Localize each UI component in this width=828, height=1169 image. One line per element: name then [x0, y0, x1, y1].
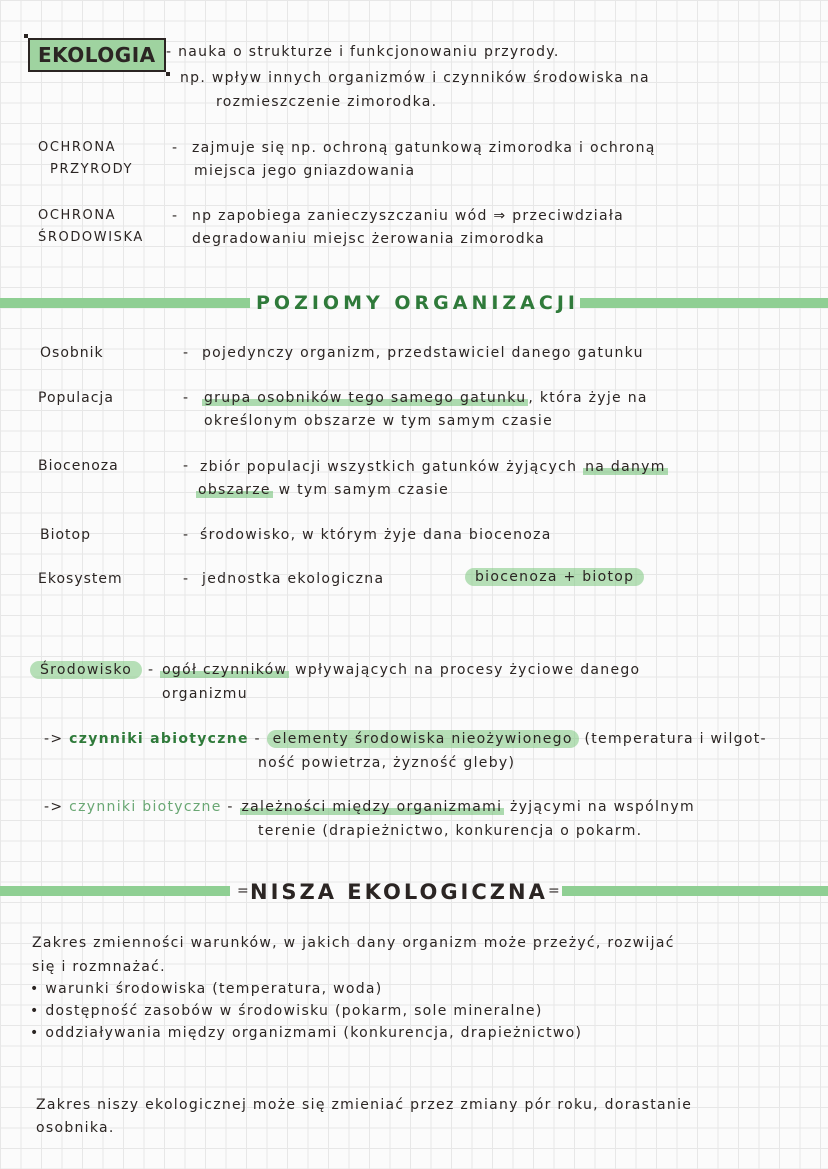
environment-highlight: ogół czynników [162, 662, 288, 678]
term-biocenoza: Biocenoza [38, 458, 119, 474]
ekosystem-formula-wrap [465, 569, 644, 585]
term-populacja: Populacja [38, 390, 114, 406]
ekosystem-definition: jednostka ekologiczna [202, 571, 385, 587]
niche-definition-line2: się i rozmnażać. [32, 959, 166, 975]
env-protection-dash: - [172, 208, 179, 224]
niche-note-line1: Zakres niszy ekologicznej może się zmieniać przez zmiany pór roku, dorastanie [36, 1097, 693, 1113]
biotic-dash: - [227, 799, 234, 815]
biocenoza-def-a: zbiór populacji wszystkich gatunków żyjących [200, 459, 578, 475]
niche-bullet-1-text: warunki środowiska (temperatura, woda) [45, 981, 383, 997]
section-divider-right [580, 298, 828, 308]
niche-heading-dot-right: = [548, 883, 560, 899]
biocenoza-highlight-1: na danym [585, 459, 666, 475]
abiotic-highlight: elementy środowiska nieożywionego [267, 730, 579, 748]
niche-bullet-1 [30, 981, 383, 997]
env-protection-term-line2: ŚRODOWISKA [38, 230, 144, 245]
nature-protection-dash: - [172, 140, 179, 156]
nature-protection-def-line1: zajmuje się np. ochroną gatunkową zimorodka i ochroną [192, 140, 656, 156]
ekosystem-dash: - [183, 571, 190, 587]
biotic-def-line2: terenie (drapieżnictwo, konkurencja o pokarm. [258, 823, 643, 839]
niche-definition-line1: Zakres zmienności warunków, w jakich dany organizm może przeżyć, rozwijać [32, 935, 675, 951]
populacja-highlight: grupa osobników tego samego gatunku [204, 390, 527, 406]
environment-term: Środowisko [30, 661, 142, 679]
nature-protection-term-line1: OCHRONA [38, 140, 117, 155]
niche-note-line2: osobnika. [36, 1120, 115, 1136]
ekosystem-formula: biocenoza + biotop [465, 568, 644, 586]
niche-heading: NISZA EKOLOGICZNA [250, 880, 548, 904]
populacja-definition-line1 [202, 390, 648, 406]
abiotic-line1 [44, 731, 767, 747]
page-title: EKOLOGIA [28, 38, 166, 72]
bullet-dot-icon: • [30, 981, 40, 997]
term-ekosystem: Ekosystem [38, 571, 123, 587]
populacja-def-rest: , która żyje na [528, 390, 648, 406]
environment-line1 [30, 662, 640, 678]
environment-def-rest: wpływających na procesy życiowe danego [295, 662, 641, 678]
niche-divider-left [0, 886, 230, 896]
niche-bullet-3-text: oddziaływania między organizmami (konkurencja, drapieżnictwo) [45, 1025, 583, 1041]
abiotic-dash: - [254, 731, 261, 747]
biocenoza-highlight-2: obszarze [198, 482, 271, 498]
levels-heading: POZIOMY ORGANIZACJI [256, 292, 579, 314]
niche-bullet-3 [30, 1025, 582, 1041]
niche-bullet-2-text: dostępność zasobów w środowisku (pokarm, sole mineralne) [45, 1003, 543, 1019]
environment-def-line2: organizmu [162, 686, 248, 702]
niche-heading-dot-left: = [237, 883, 249, 899]
biotop-definition: środowisko, w którym żyje dana biocenoza [200, 527, 552, 543]
nature-protection-term-line2: PRZYRODY [50, 162, 134, 177]
osobnik-definition: pojedynczy organizm, przedstawiciel danego gatunku [202, 345, 644, 361]
section-divider-left [0, 298, 250, 308]
environment-dash: - [147, 662, 155, 678]
niche-bullet-2 [30, 1003, 543, 1019]
populacja-dash: - [183, 390, 190, 406]
biotic-def-rest: żyjącymi na wspólnym [510, 799, 695, 815]
bullet-dot-icon: • [30, 1003, 40, 1019]
abiotic-def-line2: ność powietrza, żyzność gleby) [258, 755, 516, 771]
biocenoza-def-rest: w tym samym czasie [278, 482, 450, 498]
ecology-definition-line1: - nauka o strukturze i funkcjonowaniu przyrody. [166, 44, 560, 60]
biocenoza-dash: - [183, 458, 190, 474]
biocenoza-definition-line2 [196, 482, 449, 498]
abiotic-arrow: -> [44, 731, 64, 747]
osobnik-dash: - [183, 345, 190, 361]
bullet-dot-icon: • [30, 1025, 40, 1041]
biotop-dash: - [183, 527, 190, 543]
biotic-line1 [44, 799, 695, 815]
env-protection-term-line1: OCHRONA [38, 208, 117, 223]
niche-divider-right [562, 886, 828, 896]
env-protection-def-line2: degradowaniu miejsc żerowania zimorodka [192, 231, 546, 247]
populacja-definition-line2: określonym obszarze w tym samym czasie [204, 413, 554, 429]
biotic-arrow: -> [44, 799, 64, 815]
biocenoza-definition-line1 [200, 459, 668, 475]
ecology-definition-line2: np. wpływ innych organizmów i czynników środowiska na [180, 70, 650, 86]
abiotic-label: czynniki abiotyczne [69, 731, 249, 747]
biotic-highlight: zależności między organizmami [241, 799, 503, 815]
nature-protection-def-line2: miejsca jego gniazdowania [194, 163, 416, 179]
abiotic-def-rest: (temperatura i wilgot- [584, 731, 767, 747]
term-biotop: Biotop [40, 527, 92, 543]
biotic-label: czynniki biotyczne [69, 799, 222, 815]
env-protection-def-line1: np zapobiega zanieczyszczaniu wód ⇒ przeciwdziała [192, 208, 625, 224]
ecology-definition-line3: rozmieszczenie zimorodka. [216, 94, 438, 110]
term-osobnik: Osobnik [40, 345, 104, 361]
